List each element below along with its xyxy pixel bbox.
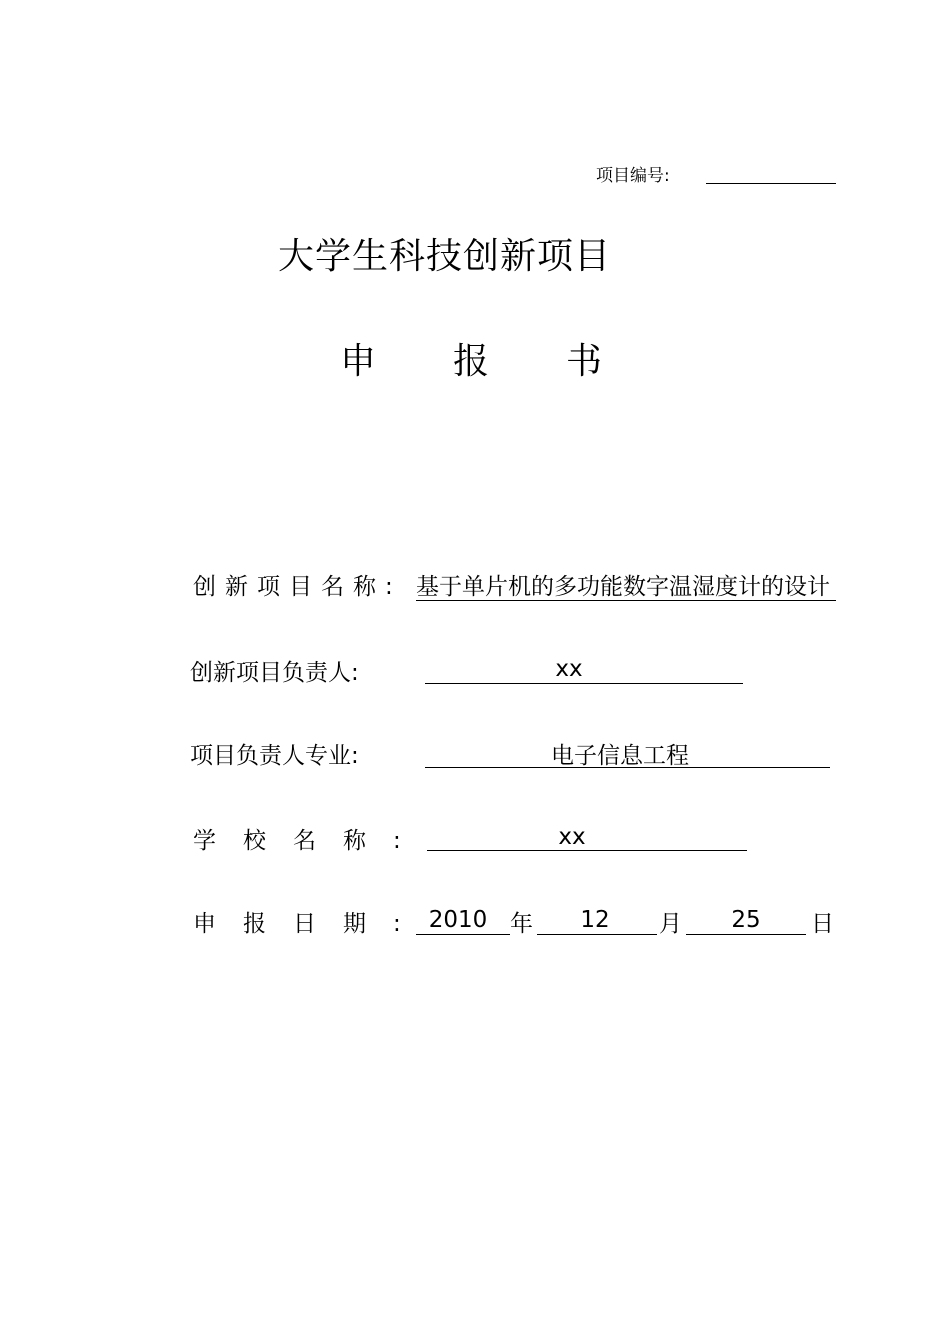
project-name-value: 基于单片机的多功能数字温湿度计的设计 — [416, 574, 830, 600]
subtitle-char-3: 书 — [566, 341, 603, 382]
project-number-label: 项目编号: — [596, 166, 670, 186]
day-unit: 日 — [811, 911, 834, 937]
month-underline — [537, 934, 657, 935]
major-label: 项目负责人专业: — [190, 743, 359, 769]
year-underline — [416, 934, 510, 935]
major-value: 电子信息工程 — [551, 743, 689, 769]
subtitle-char-1: 申 — [340, 341, 377, 382]
leader-value: xx — [555, 656, 583, 682]
month-value: 12 — [580, 907, 610, 933]
school-value: xx — [558, 824, 586, 850]
subtitle-char-2: 报 — [453, 341, 490, 382]
month-unit: 月 — [659, 911, 682, 937]
year-unit: 年 — [510, 911, 533, 937]
year-value: 2010 — [428, 907, 488, 933]
project-name-label: 创新项目名称: — [193, 574, 402, 600]
date-label: 申报日期: — [193, 911, 428, 937]
day-value: 25 — [731, 907, 761, 933]
document-title: 大学生科技创新项目 — [278, 236, 612, 277]
school-label: 学校名称: — [193, 828, 428, 854]
leader-underline — [425, 683, 743, 684]
school-underline — [427, 850, 747, 851]
day-underline — [686, 934, 806, 935]
project-number-blank — [706, 183, 836, 184]
leader-label: 创新项目负责人: — [190, 660, 359, 686]
